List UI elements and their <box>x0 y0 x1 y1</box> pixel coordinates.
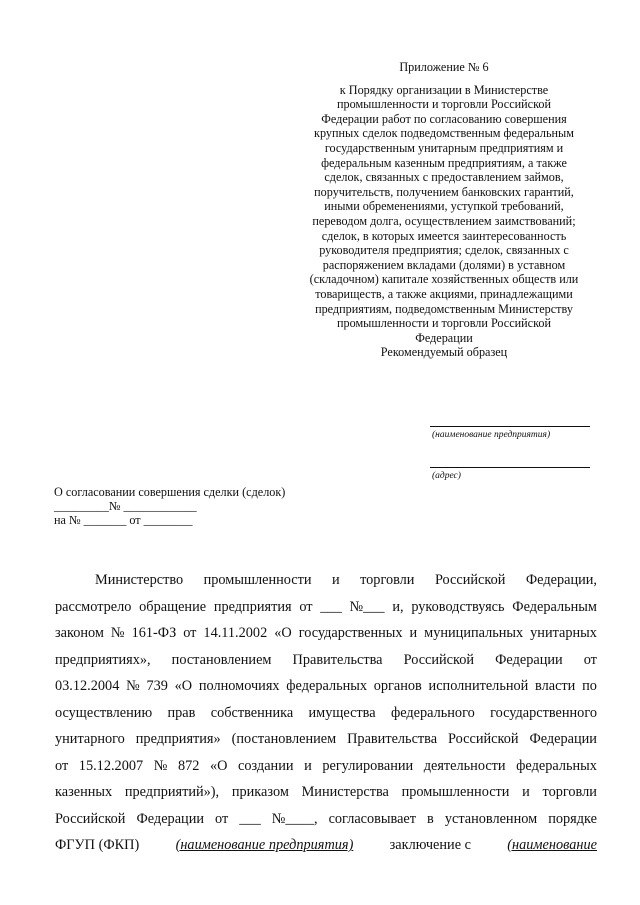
conclusion-text: заключение с <box>389 837 471 853</box>
reference-number: на № _______ от ________ <box>54 513 193 527</box>
appendix-line: к Порядку организации в Министерстве <box>339 82 549 97</box>
appendix-line: государственным унитарным предприятиям и <box>324 140 564 155</box>
appendix-line: (складочном) капитале хозяйственных обществ или <box>309 272 579 287</box>
outgoing-number: _________№ ____________ <box>54 499 197 513</box>
appendix-line: предприятиям, подведомственным Министерству <box>315 301 573 316</box>
appendix-line: крупных сделок подведомственным федеральным <box>314 126 574 141</box>
appendix-line: руководителя предприятия; сделок, связанных с <box>319 243 569 258</box>
sample-label: Рекомендуемый образец <box>380 345 508 360</box>
appendix-line: переводом долга, осуществлением заимствований; <box>312 213 576 228</box>
appendix-line: Федерации <box>415 330 473 345</box>
enterprise-type: ФГУП (ФКП) <box>55 837 140 853</box>
appendix-line: сделок, в которых имеется заинтересованность <box>321 228 567 243</box>
appendix-line: поручительств, получением банковских гарантий, <box>314 184 574 199</box>
body-line-final <box>55 832 597 859</box>
body-line: 03.12.2004 № 739 «О полномочиях федеральных органов исполнительной власти по <box>55 678 597 694</box>
body-line: предприятиях», постановлением Правительства Российской Федерации от <box>55 651 597 668</box>
appendix-line: товариществ, а также акциями, принадлежащими <box>315 286 573 301</box>
company-name-placeholder: (наименование предприятия) <box>175 837 354 853</box>
body-line: Российской Федерации от ___ №____, согласовывает в установленном порядке <box>55 810 597 827</box>
appendix-line: сделок, связанных с предоставлением займов, <box>324 170 564 185</box>
letter-subject <box>54 485 285 527</box>
subject-title: О согласовании совершения сделки (сделок) <box>54 485 286 499</box>
body-line: рассмотрело обращение предприятия от ___ №___ и, руководствуясь Федеральным <box>55 598 597 615</box>
company-name-line <box>430 426 590 427</box>
company-name-caption: (наименование предприятия) <box>432 430 551 440</box>
letter-body <box>55 567 597 859</box>
body-line: от 15.12.2007 № 872 «О создании и регулировании деятельности федеральных <box>55 757 597 774</box>
body-line: законом № 161-ФЗ от 14.11.2002 «О государственных и муниципальных унитарных <box>55 625 597 641</box>
body-line: осуществлению прав собственника имущества федерального государственного <box>55 704 597 721</box>
appendix-line: иными обременениями, уступкой требований, <box>324 199 564 214</box>
body-line: казенных предприятий»), приказом Министерства промышленности и торговли <box>55 784 597 800</box>
appendix-line: промышленности и торговли Российской <box>336 316 552 331</box>
appendix-line: распоряжением вкладами (долями) в уставном <box>322 257 566 272</box>
body-line: унитарного предприятия» (постановлением Правительства Российской Федерации <box>55 731 597 747</box>
body-line: Министерство промышленности и торговли Российской Федерации, <box>95 572 597 588</box>
appendix-line: промышленности и торговли Российской <box>336 97 552 112</box>
appendix-line: Федерации работ по согласованию совершения <box>321 111 567 126</box>
appendix-title: Приложение № 6 <box>399 60 489 74</box>
appendix-header <box>300 60 588 360</box>
appendix-line: федеральным казенным предприятиям, а также <box>321 155 567 170</box>
address-line <box>430 467 590 468</box>
address-caption: (адрес) <box>432 471 461 481</box>
counterparty-placeholder: (наименование <box>507 837 597 853</box>
